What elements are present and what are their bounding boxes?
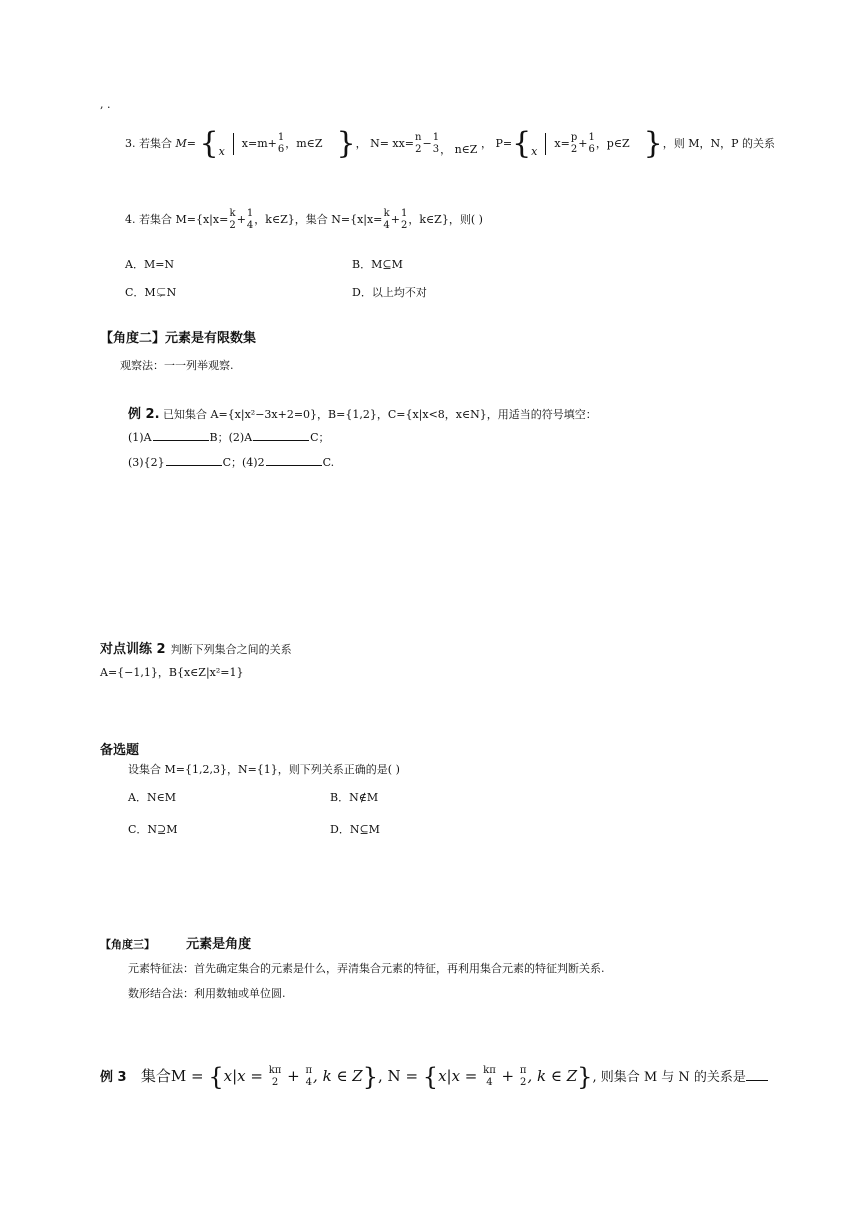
q3-n-frac2-num: 1 (432, 132, 440, 143)
q4-frac3 (383, 208, 389, 232)
ex3-frac2 (305, 1065, 312, 1089)
ex3-frac2-den: 4 (305, 1077, 312, 1088)
ex2-blank-3[interactable] (166, 455, 222, 466)
q3-brace-close-m: } (336, 126, 356, 161)
drill-2 (100, 638, 292, 657)
q3-n-frac-den: 2 (415, 144, 422, 155)
q4-frac1-num: k (229, 208, 236, 219)
q3-brace-open-m: { (199, 126, 219, 161)
q4-mid: ，k∈Z}，集合 N={x|x= (254, 213, 383, 226)
ex3-frac4-den: 2 (519, 1077, 527, 1088)
angle3-heading (100, 933, 251, 952)
q3-var-x: x (218, 145, 225, 158)
ex2-line2-a: (3){2} (128, 456, 165, 469)
example-3 (100, 1062, 768, 1092)
ex3-frac3-den: 4 (486, 1077, 493, 1088)
q4-plus2: + (390, 213, 400, 226)
q3-set-m: M (175, 137, 187, 150)
q3-p-plus: + (578, 137, 588, 150)
drill-2-line: A={−1,1}，B{x∈Z|x²=1} (100, 666, 244, 679)
ex2-blank-1[interactable] (153, 430, 209, 441)
q3-p-frac-num: p (570, 132, 578, 143)
ex3-brace-open-2: { (422, 1063, 439, 1091)
ex3-set1-a: x|x = (223, 1067, 268, 1085)
q4-option-a: A．M=N (125, 258, 175, 271)
question-4 (125, 208, 483, 232)
q3-n-minus: − (422, 137, 432, 150)
ex3-set1-b: , k ∈ Z (313, 1067, 363, 1085)
angle2-method: 观察法：一一列举观察. (120, 359, 234, 372)
ex3-set2-b: , k ∈ Z (527, 1067, 578, 1085)
q3-p-frac2-den: 6 (588, 144, 595, 155)
example-3-label: 例 3 (100, 1070, 127, 1085)
q3-brace-close-p: } (643, 126, 663, 161)
q4-frac2 (247, 208, 253, 232)
example-2 (128, 403, 597, 422)
q4-frac1 (229, 208, 235, 232)
angle3-title: 元素是角度 (186, 937, 252, 952)
q4-number: 4. (125, 213, 136, 226)
backup-option-a: A．N∈M (128, 791, 176, 804)
q3-number: 3. (125, 137, 136, 150)
q3-n-frac2-den: 3 (432, 144, 440, 155)
q4-option-d: D．以上均不对 (352, 286, 427, 299)
drill-2-label: 对点训练 2 (100, 642, 166, 657)
q4-frac1-den: 2 (229, 220, 236, 231)
q4-frac4 (401, 208, 407, 232)
q3-n-cond: ， n∈Z (440, 143, 478, 156)
ex2-line2-b: C；(4)2 (222, 456, 265, 469)
ex3-lead: 集合M = (140, 1067, 209, 1085)
example-2-text: 已知集合 A={x|x²−3x+2=0}，B={1,2}，C={x|x<8，x∈N}，用适当的符号填空： (163, 408, 597, 421)
question-3 (125, 122, 775, 174)
q3-p-label: P= (495, 137, 513, 150)
q3-n-frac-num: n (415, 132, 422, 143)
example-2-line2 (128, 454, 334, 470)
q3-m-frac (278, 132, 284, 156)
ex3-plus1: + (282, 1067, 305, 1085)
q3-var-x-p: x (531, 145, 538, 158)
ex3-answer-blank[interactable] (746, 1066, 768, 1081)
q3-p-cond: ，p∈Z (595, 137, 630, 150)
q3-sep1: ， (355, 137, 367, 150)
q3-bar-m (233, 133, 234, 155)
ex2-line2-c: C. (322, 456, 335, 469)
q4-frac2-num: 1 (246, 208, 254, 219)
ex3-brace-open-1: { (208, 1063, 224, 1091)
ex3-mid: , N = (378, 1067, 423, 1085)
q4-frac4-num: 1 (401, 208, 408, 219)
q4-frac2-den: 4 (246, 220, 254, 231)
q3-p-frac2-num: 1 (588, 132, 595, 143)
q4-option-b: B．M⊆M (352, 258, 403, 271)
ex2-blank-2[interactable] (253, 430, 309, 441)
q3-tail: ，则 M，N，P 的关系 (662, 137, 776, 150)
ex3-frac4-num: π (519, 1065, 527, 1076)
backup-question: 设集合 M={1,2,3}，N={1}，则下列关系正确的是( ) (128, 763, 400, 776)
ex3-frac3-num: kπ (483, 1065, 496, 1076)
ex3-frac4 (520, 1065, 527, 1089)
ex3-brace-close-2: } (577, 1063, 593, 1091)
q3-lead: 若集合 (139, 137, 172, 150)
header-mark: , . (100, 98, 111, 111)
q3-n-frac2 (433, 132, 439, 156)
q3-brace-open-p: { (512, 126, 532, 161)
q3-p-frac (571, 132, 577, 156)
ex3-brace-close-1: } (362, 1063, 379, 1091)
ex3-tail: , 则集合 M 与 N 的关系是 (592, 1070, 746, 1085)
ex3-frac1 (269, 1065, 282, 1089)
example-2-line1 (128, 429, 330, 445)
q4-frac3-num: k (383, 208, 390, 219)
q3-p-frac-den: 2 (570, 144, 578, 155)
example-2-label: 例 2. (128, 407, 160, 422)
drill-2-text: 判断下列集合之间的关系 (170, 643, 292, 656)
q4-option-c: C．M⊊N (125, 286, 177, 299)
ex3-frac3 (483, 1065, 496, 1089)
q3-sep2: ， (480, 137, 492, 150)
backup-option-d: D．N⊆M (330, 823, 380, 836)
ex3-frac2-num: π (305, 1065, 313, 1076)
q4-lead: 若集合 M={x|x= (139, 213, 229, 226)
q3-n-expr: N= xx= (370, 137, 415, 150)
q3-p-expr: x= (554, 137, 570, 150)
backup-option-c: C．N⊇M (128, 823, 178, 836)
ex2-line1-c: C； (310, 431, 330, 444)
q3-m-frac-den: 6 (277, 144, 285, 155)
angle3-method-1: 元素特征法：首先确定集合的元素是什么，弄清集合元素的特征，再利用集合元素的特征判断关系. (128, 962, 605, 975)
ex2-line1-b: B；(2)A (209, 431, 253, 444)
q4-frac3-den: 4 (383, 220, 390, 231)
q3-m-frac-num: 1 (277, 132, 285, 143)
ex3-frac1-den: 2 (271, 1077, 279, 1088)
backup-option-b: B．N∉M (330, 791, 379, 804)
ex3-plus2: + (496, 1067, 519, 1085)
ex2-blank-4[interactable] (266, 455, 322, 466)
q3-eq: = (186, 137, 196, 150)
backup-heading: 备选题 (100, 743, 140, 758)
ex3-set2-a: x|x = (438, 1067, 483, 1085)
ex3-frac1-num: kπ (268, 1065, 282, 1076)
angle3-label: 【角度三】 (100, 938, 155, 951)
q3-p-frac2 (588, 132, 594, 156)
q3-bar-p (545, 133, 546, 155)
q3-n-frac (415, 132, 421, 156)
q3-m-cond: ，m∈Z (285, 137, 323, 150)
angle2-heading: 【角度二】元素是有限数集 (100, 331, 257, 346)
angle3-method-2: 数形结合法：利用数轴或单位圆. (128, 987, 286, 1000)
q4-tail: ，k∈Z}，则( ) (408, 213, 483, 226)
q4-frac4-den: 2 (401, 220, 408, 231)
ex2-line1-a: (1)A (128, 431, 152, 444)
q3-m-expr: x=m+ (241, 137, 277, 150)
q4-plus1: + (236, 213, 246, 226)
